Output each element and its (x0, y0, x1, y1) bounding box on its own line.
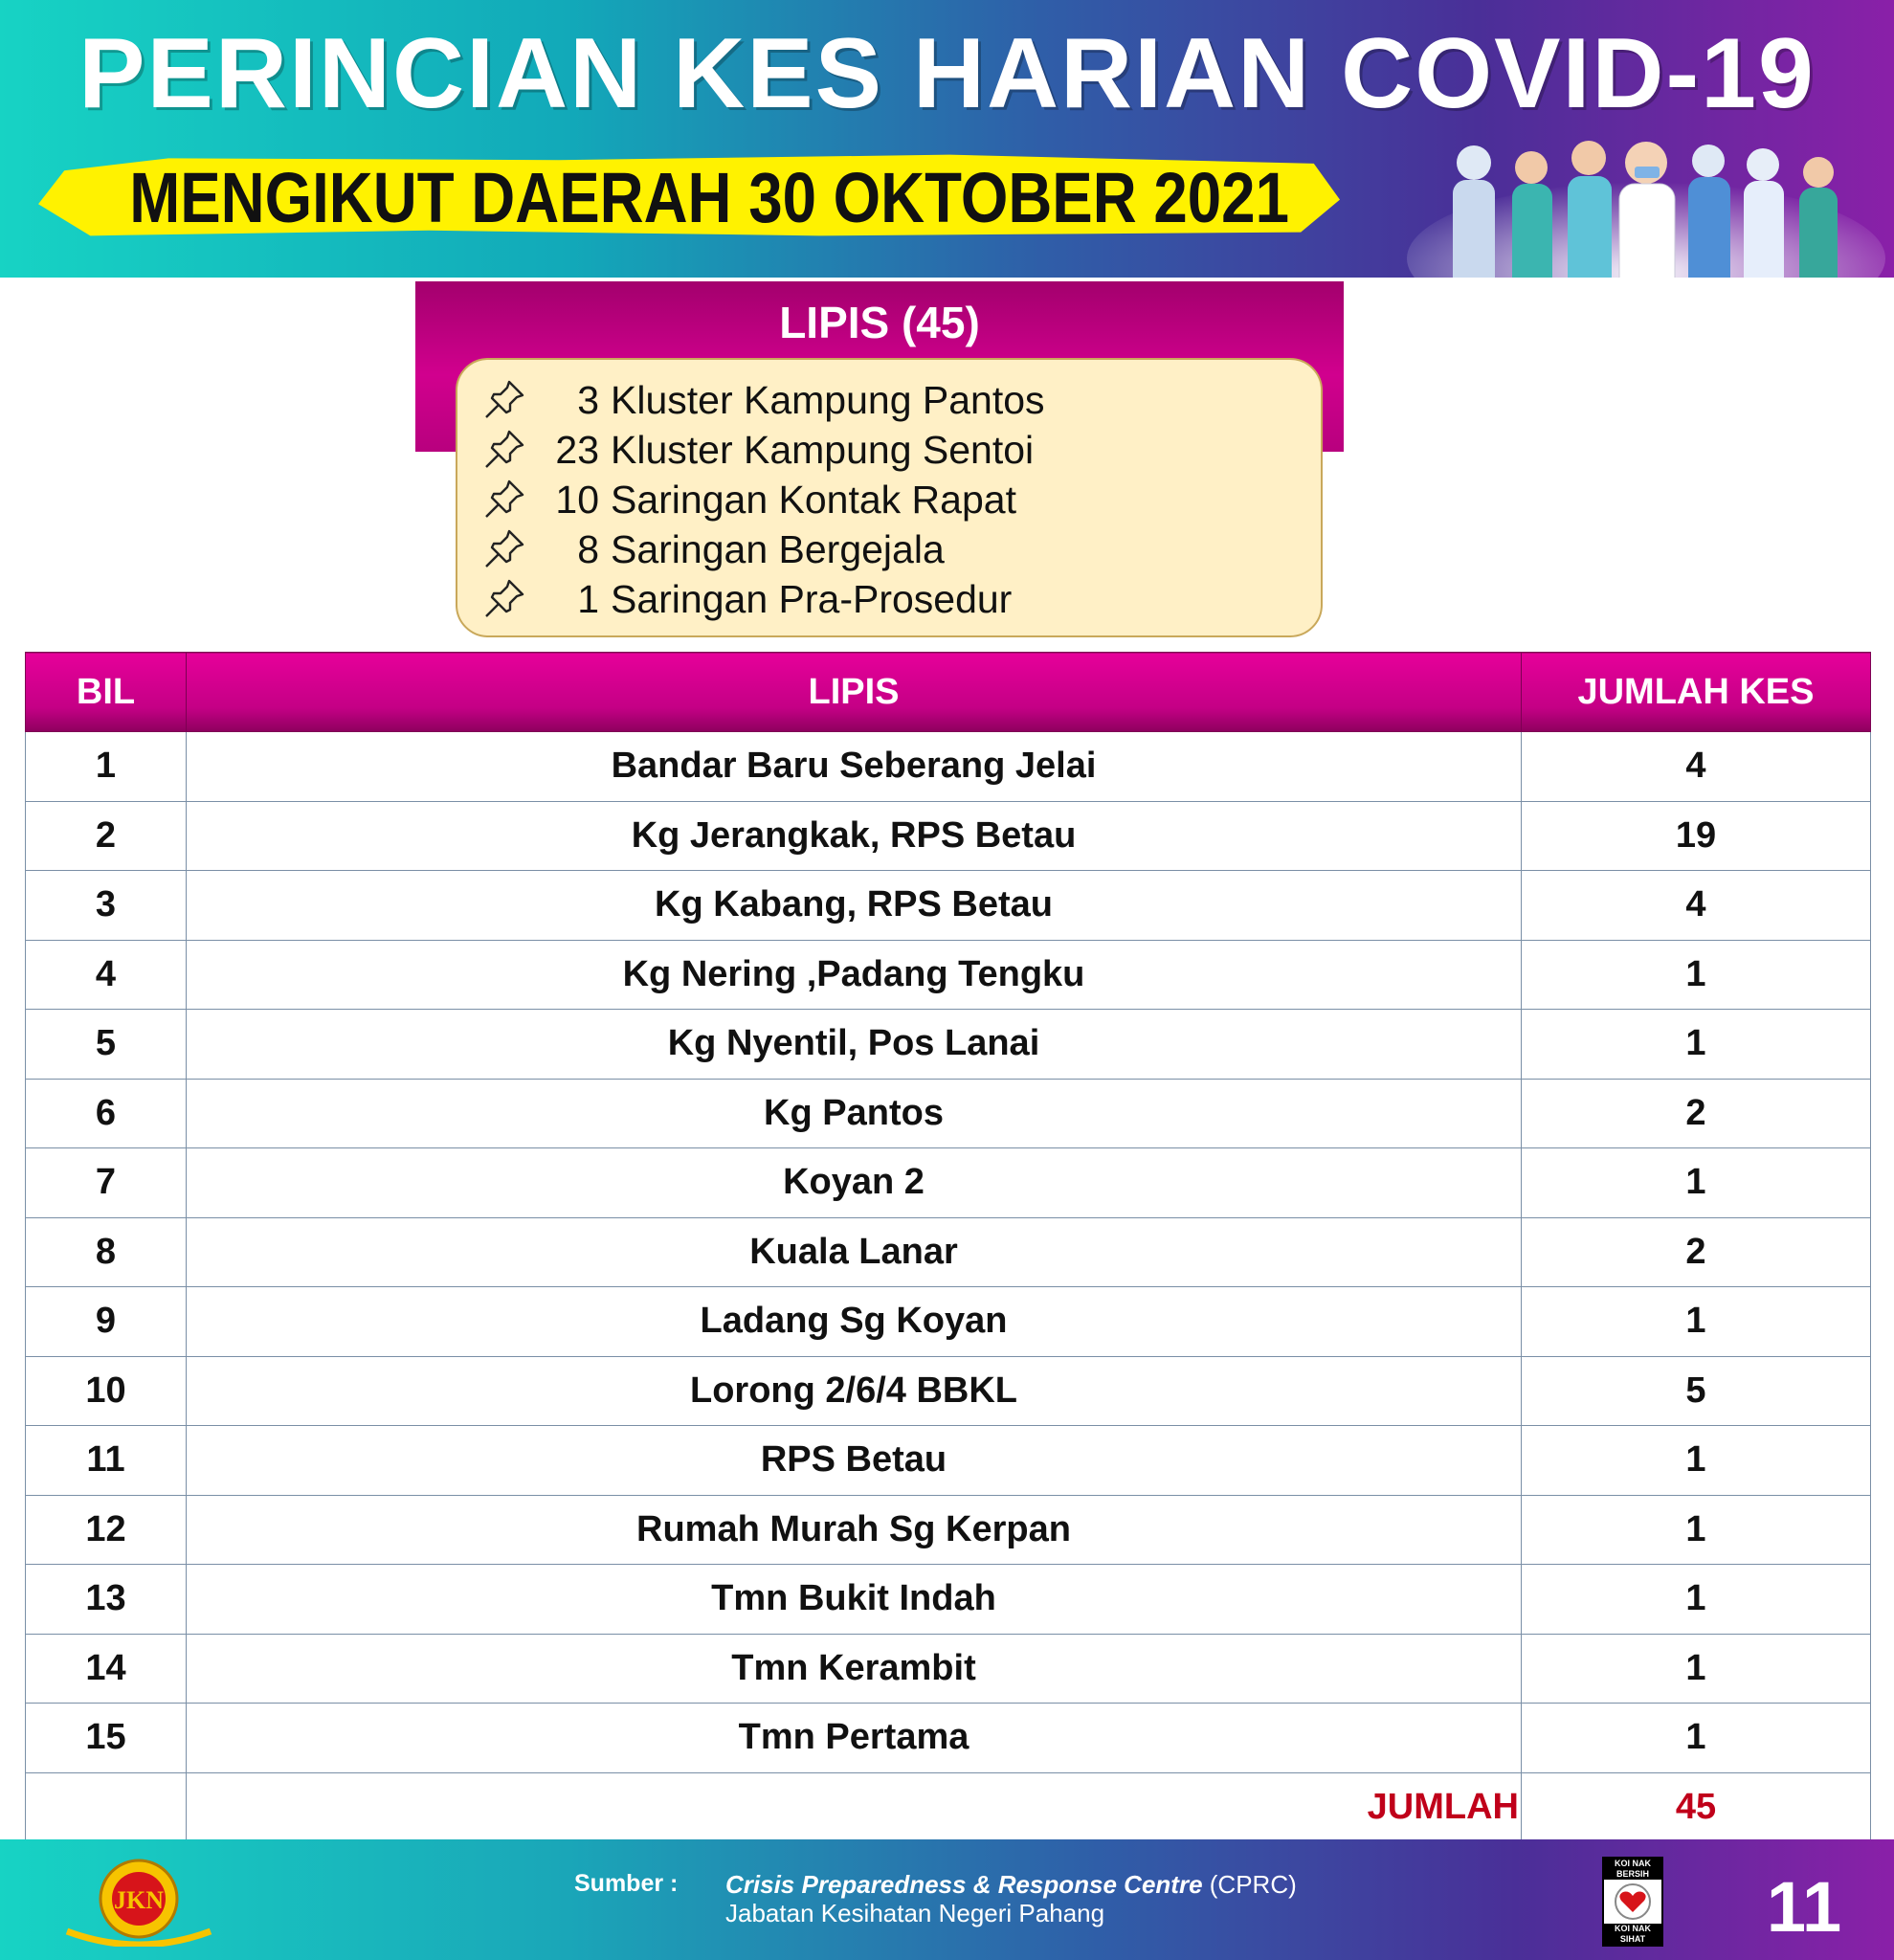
cell-bil: 12 (26, 1495, 187, 1565)
badge-bottom-text: KOI NAK SIHAT (1604, 1924, 1661, 1945)
table-row (26, 1426, 1871, 1496)
cell-bil: 3 (26, 871, 187, 941)
summary-count: 10 (555, 477, 599, 522)
cell-bil: 5 (26, 1010, 187, 1080)
cell-location: Kg Pantos (187, 1079, 1522, 1148)
page-title: PERINCIAN KES HARIAN COVID-19 (78, 18, 1816, 129)
pushpin-icon (480, 478, 532, 522)
total-label: JUMLAH (187, 1772, 1522, 1842)
cell-cases: 1 (1522, 1148, 1871, 1218)
cell-location: Tmn Bukit Indah (187, 1565, 1522, 1635)
cell-location: Tmn Kerambit (187, 1634, 1522, 1704)
cell-bil: 7 (26, 1148, 187, 1218)
cell-location: Ladang Sg Koyan (187, 1287, 1522, 1357)
summary-count: 3 (577, 377, 599, 422)
cell-bil: 4 (26, 940, 187, 1010)
table-row (26, 1634, 1871, 1704)
table-row (26, 1010, 1871, 1080)
summary-item (480, 524, 1321, 574)
cell-cases: 1 (1522, 1010, 1871, 1080)
cell-cases: 5 (1522, 1356, 1871, 1426)
cell-location: RPS Betau (187, 1426, 1522, 1496)
cell-bil: 1 (26, 732, 187, 802)
source-org-abbr: (CPRC) (1202, 1870, 1297, 1899)
summary-label: Saringan Kontak Rapat (611, 477, 1016, 522)
cell-bil: 15 (26, 1704, 187, 1773)
pushpin-icon (480, 378, 532, 422)
summary-label: Kluster Kampung Pantos (611, 377, 1045, 422)
cell-cases: 1 (1522, 1426, 1871, 1496)
table-row (26, 1148, 1871, 1218)
source-department: Jabatan Kesihatan Negeri Pahang (725, 1899, 1105, 1927)
cell-cases: 2 (1522, 1217, 1871, 1287)
cluster-summary-box (456, 358, 1323, 637)
cell-location: Lorong 2/6/4 BBKL (187, 1356, 1522, 1426)
pushpin-icon (480, 527, 532, 571)
cell-bil-empty (26, 1772, 187, 1842)
summary-label: Saringan Pra-Prosedur (611, 576, 1013, 621)
table-row (26, 1495, 1871, 1565)
table-row (26, 940, 1871, 1010)
cell-bil: 9 (26, 1287, 187, 1357)
cell-location: Kg Kabang, RPS Betau (187, 871, 1522, 941)
table-row (26, 1287, 1871, 1357)
summary-item (480, 425, 1321, 475)
summary-label: Kluster Kampung Sentoi (611, 427, 1035, 472)
koi-nak-badge (1602, 1857, 1663, 1947)
cell-bil: 10 (26, 1356, 187, 1426)
table-row (26, 1704, 1871, 1773)
jkn-logo (57, 1855, 220, 1947)
cases-table (25, 652, 1871, 1842)
cell-location: Kuala Lanar (187, 1217, 1522, 1287)
table-row (26, 1079, 1871, 1148)
summary-item (480, 375, 1321, 425)
table-total-row (26, 1772, 1871, 1842)
table-row (26, 801, 1871, 871)
page-number: 11 (1766, 1867, 1842, 1947)
cell-bil: 2 (26, 801, 187, 871)
cell-cases: 1 (1522, 940, 1871, 1010)
summary-label: Saringan Bergejala (611, 526, 945, 571)
cell-cases: 1 (1522, 1495, 1871, 1565)
badge-top-text: KOI NAK BERSIH (1604, 1859, 1661, 1880)
pushpin-icon (480, 577, 532, 621)
summary-item (480, 574, 1321, 624)
header-location: LIPIS (187, 653, 1522, 732)
cell-bil: 6 (26, 1079, 187, 1148)
table-row (26, 1217, 1871, 1287)
cell-cases: 1 (1522, 1634, 1871, 1704)
cell-cases: 2 (1522, 1079, 1871, 1148)
cell-location: Kg Jerangkak, RPS Betau (187, 801, 1522, 871)
heart-icon (1604, 1880, 1661, 1924)
cell-bil: 8 (26, 1217, 187, 1287)
cell-location: Kg Nyentil, Pos Lanai (187, 1010, 1522, 1080)
cell-cases: 1 (1522, 1287, 1871, 1357)
district-title: LIPIS (45) (779, 298, 980, 347)
cell-bil: 13 (26, 1565, 187, 1635)
source-organization (725, 1870, 1297, 1900)
table-row (26, 871, 1871, 941)
summary-count: 23 (555, 427, 599, 472)
cell-location: Koyan 2 (187, 1148, 1522, 1218)
cell-location: Rumah Murah Sg Kerpan (187, 1495, 1522, 1565)
summary-count: 8 (577, 526, 599, 571)
cell-bil: 11 (26, 1426, 187, 1496)
cell-location: Bandar Baru Seberang Jelai (187, 732, 1522, 802)
cell-bil: 14 (26, 1634, 187, 1704)
cell-cases: 1 (1522, 1704, 1871, 1773)
header-cases: JUMLAH KES (1522, 653, 1871, 732)
page-subtitle: MENGIKUT DAERAH 30 OKTOBER 2021 (129, 158, 1289, 237)
source-org-name: Crisis Preparedness & Response Centre (725, 1870, 1203, 1899)
cell-cases: 4 (1522, 732, 1871, 802)
summary-item (480, 475, 1321, 524)
table-row (26, 1565, 1871, 1635)
table-row (26, 1356, 1871, 1426)
source-label: Sumber : (574, 1870, 679, 1897)
cell-cases: 19 (1522, 801, 1871, 871)
cell-location: Tmn Pertama (187, 1704, 1522, 1773)
cell-cases: 1 (1522, 1565, 1871, 1635)
pushpin-icon (480, 428, 532, 472)
logo-text: JKN (114, 1886, 164, 1914)
total-value: 45 (1522, 1772, 1871, 1842)
summary-count: 1 (577, 576, 599, 621)
cell-location: Kg Nering ,Padang Tengku (187, 940, 1522, 1010)
cell-cases: 4 (1522, 871, 1871, 941)
table-header-row (26, 653, 1871, 732)
table-row (26, 732, 1871, 802)
header-bil: BIL (26, 653, 187, 732)
